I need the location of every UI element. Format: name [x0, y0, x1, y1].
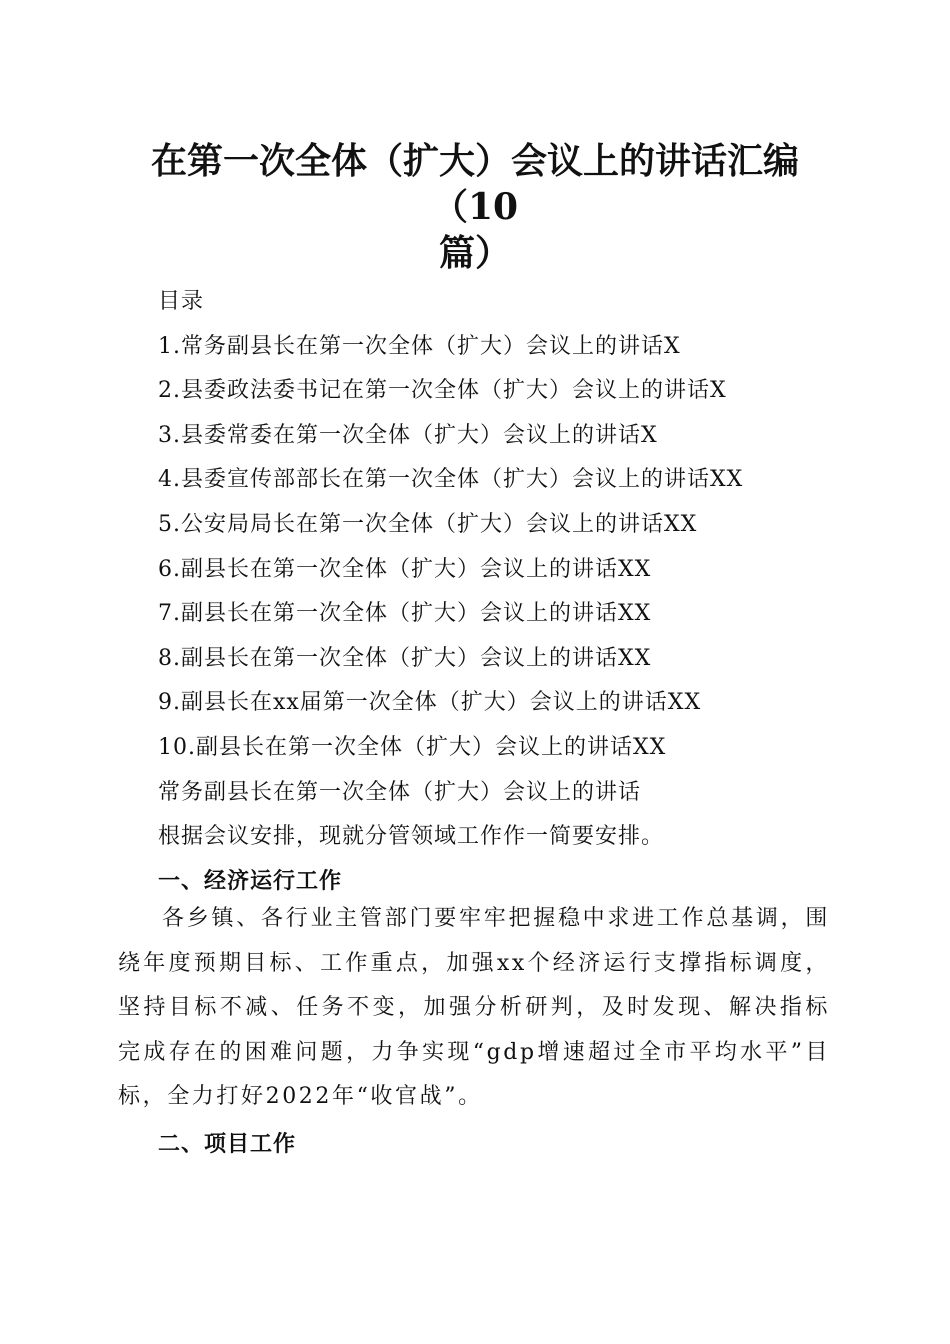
speech-title: 常务副县长在第一次全体（扩大）会议上的讲话: [158, 779, 642, 805]
toc-item: 6.副县长在第一次全体（扩大）会议上的讲话XX: [158, 556, 652, 582]
toc-item: 9.副县长在xx届第一次全体（扩大）会议上的讲话XX: [158, 690, 702, 716]
toc-heading: 目录: [158, 289, 205, 314]
document-title: [110, 138, 840, 276]
table-of-contents: [158, 280, 858, 904]
section-1-body: 各乡镇、各行业主管部门要牢牢把握稳中求进工作总基调，围绕年度预期目标、工作重点，加强xx个经济运行支撑指标调度，坚持目标不减、任务不变，加强分析研判，及时发现、解决指标完成存在的困难问题，力争实现“gdp增速超过全市平均水平”目标，全力打好2022年“收官战”。: [118, 906, 830, 1110]
toc-item: 8.副县长在第一次全体（扩大）会议上的讲话XX: [158, 645, 652, 671]
toc-item: 2.县委政法委书记在第一次全体（扩大）会议上的讲话X: [158, 378, 727, 404]
toc-item: 7.副县长在第一次全体（扩大）会议上的讲话XX: [158, 601, 652, 627]
section-heading-1: 一、经济运行工作: [158, 868, 343, 894]
intro-paragraph: 根据会议安排，现就分管领域工作作一简要安排。: [158, 824, 665, 850]
toc-item: 3.县委常委在第一次全体（扩大）会议上的讲话X: [158, 422, 658, 448]
section-heading-2: 二、项目工作: [158, 1132, 297, 1157]
toc-item: 1.常务副县长在第一次全体（扩大）会议上的讲话X: [158, 333, 681, 359]
toc-item: 10.副县长在第一次全体（扩大）会议上的讲话XX: [158, 734, 667, 760]
toc-item: 5.公安局局长在第一次全体（扩大）会议上的讲话XX: [158, 511, 698, 537]
toc-item: 4.县委宣传部部长在第一次全体（扩大）会议上的讲话XX: [158, 467, 744, 493]
title-line-1: 在第一次全体（扩大）会议上的讲话汇编（10: [150, 140, 799, 228]
title-line-2: 篇）: [438, 232, 511, 274]
